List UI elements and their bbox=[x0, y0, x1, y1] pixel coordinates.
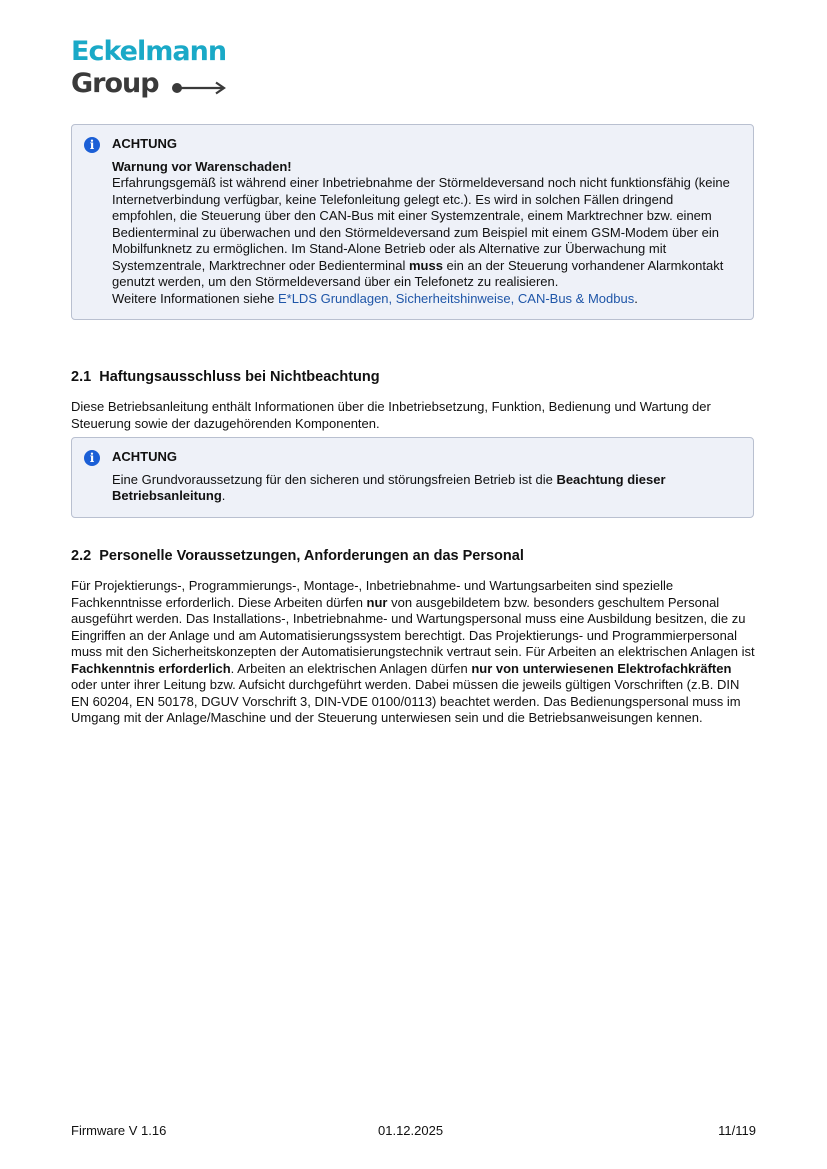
logo-text-group: Group bbox=[71, 68, 159, 99]
section-title: Personelle Voraussetzungen, Anforderungen an das Personal bbox=[99, 548, 524, 564]
callout-text-emphasis: muss bbox=[408, 257, 443, 273]
callout-body bbox=[112, 472, 737, 505]
info-icon: i bbox=[84, 137, 100, 153]
warning-callout-2 bbox=[71, 437, 754, 518]
company-logo bbox=[71, 36, 241, 106]
logo-arrow-icon bbox=[171, 81, 229, 95]
more-info-prefix: Weitere Informationen siehe bbox=[112, 290, 278, 306]
section-title: Haftungsausschluss bei Nichtbeachtung bbox=[99, 369, 380, 385]
footer-date: 01.12.2025 bbox=[378, 1123, 444, 1138]
footer-firmware-version: Firmware V 1.16 bbox=[71, 1123, 167, 1138]
callout-title: ACHTUNG bbox=[112, 136, 177, 151]
text-emphasis: nur von unterwiesenen Elektrofachkräften bbox=[471, 660, 732, 676]
section-number: 2.2 bbox=[71, 548, 92, 564]
callout-text: ein an der Steuerung vorhandener Alarmkontakt genutzt werden, um den Störmeldeversand über ein Telefonetz zu realisieren. bbox=[112, 257, 724, 289]
warning-callout bbox=[71, 124, 754, 320]
text-run: Für Projektierungs-, Programmierungs-, Montage-, Inbetriebnahme- und Wartungsarbeiten sind spezielle Fachkenntnisse erforderlich. Diese Arbeiten dürfen bbox=[71, 578, 674, 610]
text-run: von ausgebildetem bzw. besonders geschultem Personal ausgeführt werden. Das Installations-, Inbetriebnahme- und Wartungspersonal muss eine Ausbildung besitzen, die zu Eingriffen an der Anlage und am Automatisierungssystem berechtigt. Das Projektierungs- und Programmierpersonal muss mit den Sicherheitskonzepten der Automatisierungstechnik vertraut sein. Für Arbeiten an elektrischen Anlagen ist bbox=[71, 594, 755, 659]
section-heading-2-1 bbox=[71, 368, 380, 386]
text-run: . Arbeiten an elektrischen Anlagen dürfen bbox=[230, 660, 472, 676]
callout-body bbox=[112, 159, 737, 308]
callout-title: ACHTUNG bbox=[112, 449, 177, 464]
text-emphasis: nur bbox=[366, 594, 388, 610]
text-emphasis: Fachkenntnis erforderlich bbox=[71, 660, 231, 676]
callout-subtitle: Warnung vor Warenschaden! bbox=[112, 158, 292, 174]
section-number: 2.1 bbox=[71, 369, 92, 385]
section-2-1-text: Diese Betriebsanleitung enthält Informationen über die Inbetriebsetzung, Funktion, Bedienung und Wartung der Steuerung sowie der dazugehörenden Komponenten. bbox=[71, 399, 711, 431]
callout-text: Eine Grundvoraussetzung für den sicheren und störungsfreien Betrieb ist die bbox=[112, 471, 557, 487]
callout-text-emphasis: Beachtung dieser Betriebsanleitung bbox=[112, 471, 666, 503]
logo-text-eckelmann: Eckelmann bbox=[71, 36, 227, 67]
section-heading-2-2 bbox=[71, 547, 524, 565]
footer-page-number: 11/119 bbox=[718, 1123, 756, 1138]
callout-text: . bbox=[221, 488, 226, 503]
reference-link[interactable]: E*LDS Grundlagen, Sicherheitshinweise, CAN-Bus & Modbus bbox=[277, 290, 635, 306]
info-icon: i bbox=[84, 450, 100, 466]
more-info-suffix: . bbox=[634, 290, 638, 306]
text-run: oder unter ihrer Leitung bzw. Aufsicht durchgeführt werden. Dabei müssen die jeweils gültigen Vorschriften (z.B. DIN EN 60204, EN 50178, DGUV Vorschrift 3, DIN-VDE 0100/0113) beachtet werden. Das Bedienungspersonal muss im Umgang mit der Anlage/Maschine und der Steuerung unterwiesen sein und die Betriebsanweisungen kennen. bbox=[71, 677, 741, 725]
section-2-2-text bbox=[71, 578, 761, 727]
callout-text: Erfahrungsgemäß ist während einer Inbetriebnahme der Störmeldeversand noch nicht funktionsfähig (keine Internetverbindung verfügbar, keine Telefonleitung gelegt etc.). Es wird in solchen Fällen dringend empfohlen, die Steuerung über den CAN-Bus mit einer Systemzentrale, einem Marktrechner bzw. einem Bedienterminal zu überwachen und den Störmeldeversand zum Beispiel mit einem GSM-Modem über ein Mobilfunknetz zu ermöglichen. Im Stand-Alone Betrieb oder als Alternative zur Überwachung mit Systemzentrale, Marktrechner oder Bedienterminal bbox=[112, 175, 730, 273]
